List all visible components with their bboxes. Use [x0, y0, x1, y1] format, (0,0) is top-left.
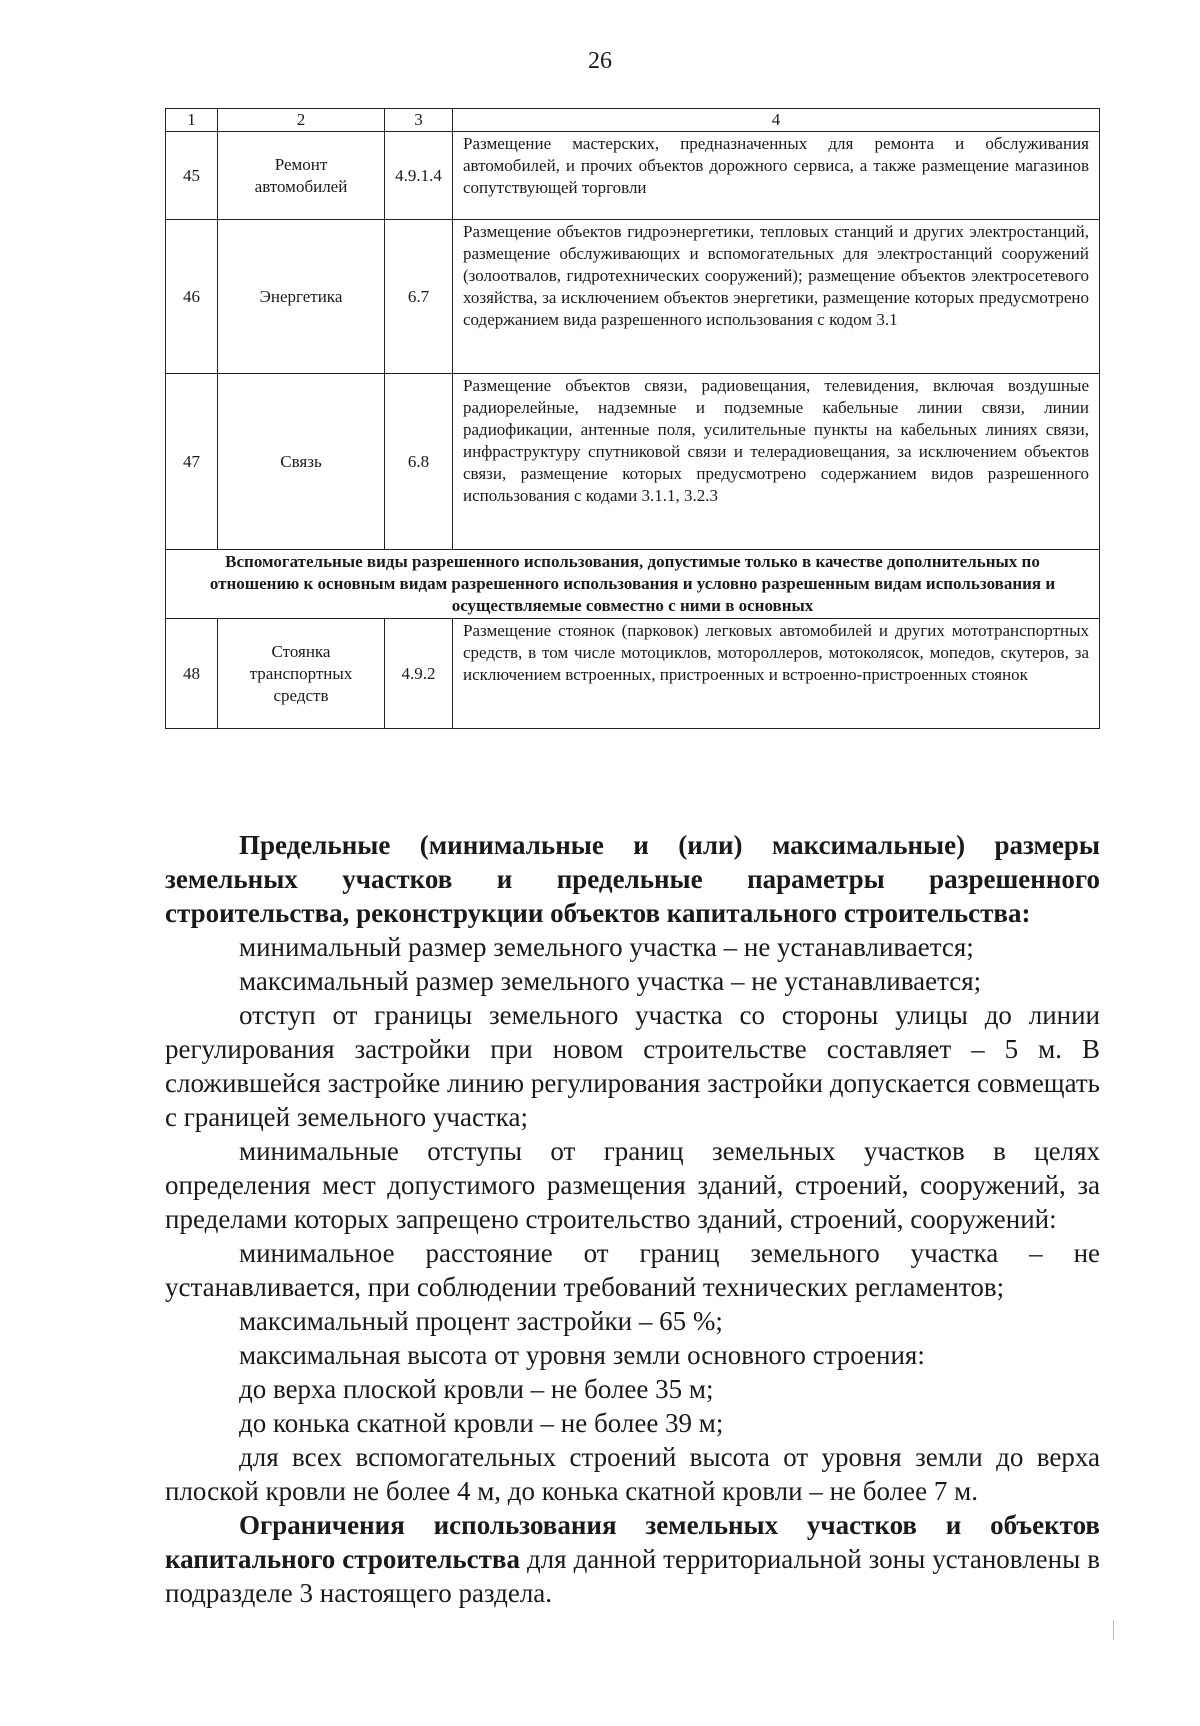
- paragraph: до верха плоской кровли – не более 35 м;: [239, 1374, 714, 1404]
- use-type-code: 6.7: [385, 220, 453, 374]
- use-type-description: Размещение объектов связи, радиовещания, телевидения, включая воздушные радиорелейные, надземные и подземные кабельные линии связи, линии радиофикации, антенные поля, усилительные пункты на кабельных линиях связи, инфраструктуру спутниковой связи и телерадиовещания, за исключением объектов связи, размещение которых предусмотрено содержанием видов разрешенного использования с кодами 3.1.1, 3.2.3: [453, 374, 1100, 550]
- row-number: 45: [166, 132, 218, 220]
- use-type-name-line: транспортных: [249, 663, 353, 683]
- regulations-text: [165, 828, 1100, 1610]
- section-heading: Предельные (минимальные и (или) максимальные) размеры земельных участков и предельные параметры разрешенного строительства, реконструкции объектов капитального строительства:: [165, 830, 1100, 928]
- paragraph: отступ от границы земельного участка со стороны улицы до линии регулирования застройки при новом строительстве составляет – 5 м. В сложившейся застройке линию регулирования застройки допускается совмещать с границей земельного участка;: [165, 1000, 1100, 1132]
- use-type-code: 6.8: [385, 374, 453, 550]
- table-row: [166, 132, 1100, 220]
- use-type-code: 4.9.1.4: [385, 132, 453, 220]
- use-type-name: [218, 132, 385, 220]
- paragraph: для всех вспомогательных строений высота от уровня земли до верха плоской кровли не более 4 м, до конька скатной кровли – не более 7 м.: [165, 1442, 1100, 1506]
- paragraph: минимальный размер земельного участка – не устанавливается;: [239, 932, 974, 962]
- table-row: [166, 220, 1100, 374]
- auxiliary-uses-section-title: Вспомогательные виды разрешенного использования, допустимые только в качестве дополнительных по отношению к основным видам разрешенного использования и условно разрешенным видам использования и осуществляемые совместно с ними в основных: [166, 550, 1100, 619]
- table-row: [166, 619, 1100, 729]
- use-type-name-line: средств: [273, 685, 329, 705]
- table-row: [166, 374, 1100, 550]
- header-col-4: 4: [453, 109, 1100, 132]
- row-number: 47: [166, 374, 218, 550]
- section-row: [166, 550, 1100, 619]
- paragraph: максимальный процент застройки – 65 %;: [239, 1306, 723, 1336]
- row-number: 48: [166, 619, 218, 729]
- paragraph: максимальный размер земельного участка – не устанавливается;: [239, 966, 982, 996]
- paragraph: минимальное расстояние от границ земельного участка – не устанавливается, при соблюдении требований технических регламентов;: [165, 1238, 1100, 1302]
- paragraph: минимальные отступы от границ земельных участков в целях определения мест допустимого размещения зданий, строений, сооружений, за пределами которых запрещено строительство зданий, строений, сооружений:: [165, 1136, 1100, 1234]
- restrictions-bold-lead: Ограничения использования земельных участков и объектов капитального строительства: [165, 1510, 1100, 1574]
- use-type-description: Размещение мастерских, предназначенных для ремонта и обслуживания автомобилей, и прочих объектов дорожного сервиса, а также размещение магазинов сопутствующей торговли: [453, 132, 1100, 220]
- land-use-table: [165, 108, 1100, 729]
- row-number: 46: [166, 220, 218, 374]
- table-header-row: [166, 109, 1100, 132]
- header-col-1: 1: [166, 109, 218, 132]
- header-col-2: 2: [218, 109, 385, 132]
- restrictions-paragraph: [165, 1508, 1100, 1610]
- paragraph: до конька скатной кровли – не более 39 м;: [239, 1408, 724, 1438]
- scan-edge-mark: [1113, 1620, 1114, 1640]
- paragraph: максимальная высота от уровня земли основного строения:: [239, 1340, 925, 1370]
- restrictions-rest: для данной территориальной зоны установлены в подразделе 3 настоящего раздела.: [165, 1544, 1100, 1608]
- header-col-3: 3: [385, 109, 453, 132]
- use-type-name: [218, 619, 385, 729]
- page-number: 26: [588, 48, 612, 74]
- use-type-name-line: Ремонт: [274, 154, 328, 174]
- use-type-name-line: автомобилей: [254, 176, 348, 196]
- use-type-description: Размещение объектов гидроэнергетики, тепловых станций и других электростанций, размещение обслуживающих и вспомогательных для электростанций сооружений (золоотвалов, гидротехнических сооружений); размещение объектов электросетевого хозяйства, за исключением объектов энергетики, размещение которых предусмотрено содержанием вида разрешенного использования с кодом 3.1: [453, 220, 1100, 374]
- use-type-name-line: Стоянка: [271, 641, 331, 661]
- use-type-description: Размещение стоянок (парковок) легковых автомобилей и других мототранспортных средств, в том числе мотоциклов, мотороллеров, мотоколясок, мопедов, скутеров, за исключением встроенных, пристроенных и встроенно-пристроенных стоянок: [453, 619, 1100, 729]
- use-type-name: Энергетика: [218, 220, 385, 374]
- use-type-name: Связь: [218, 374, 385, 550]
- use-type-code: 4.9.2: [385, 619, 453, 729]
